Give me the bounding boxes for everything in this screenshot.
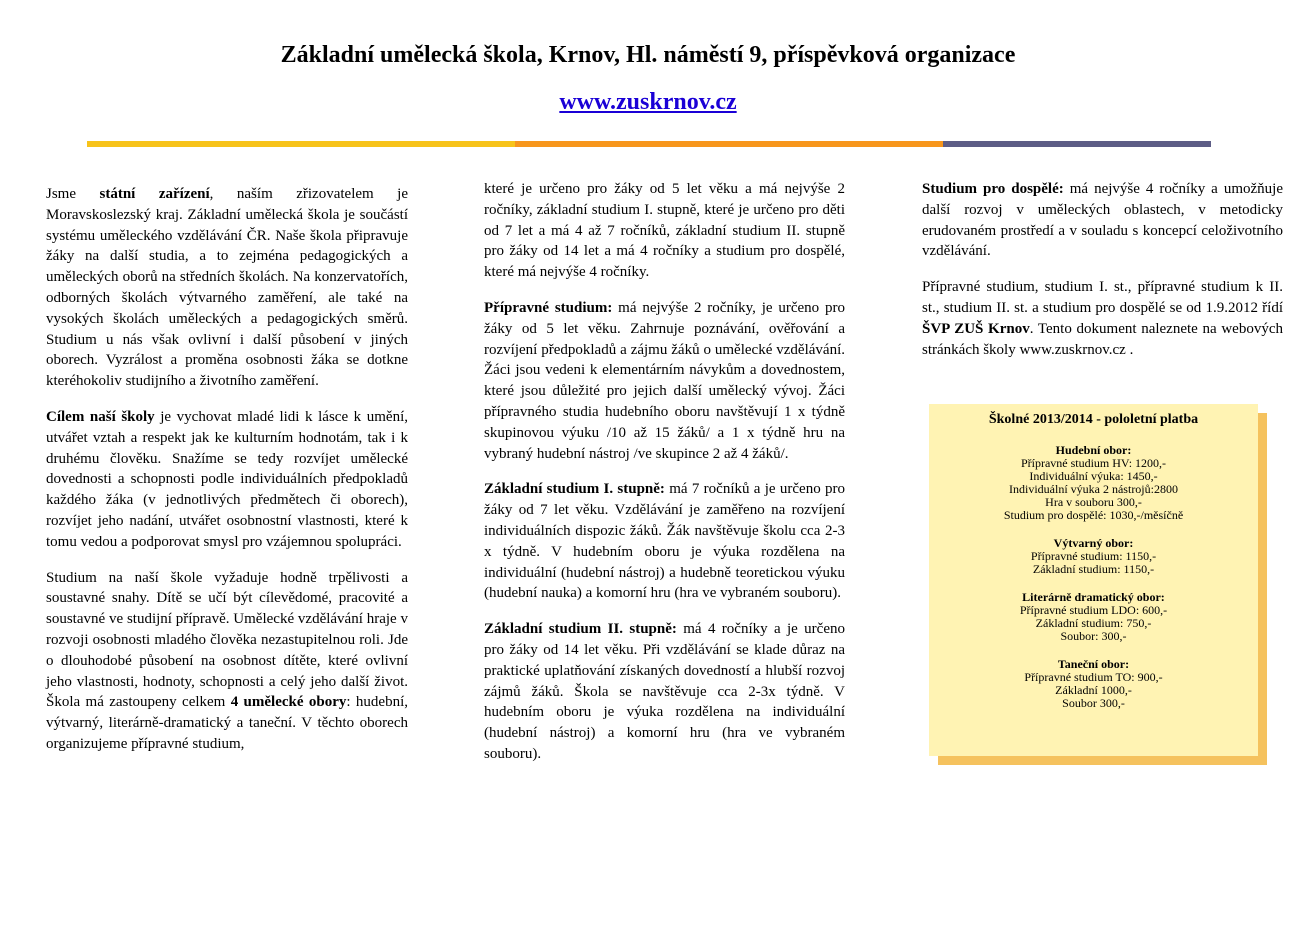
fee-section-title: Hudební obor: [1055,443,1132,457]
fee-section-dance [929,658,1258,710]
paragraph-about: Jsme státní zařízení, naším zřizovatelem je Moravskoslezský kraj. Základní umělecká škola je součástí systému uměleckého vzdělávání ČR. Naše škola připravuje žáky na další studia, a to zejména pedagogických a uměleckých oborů na středních školách. Na konzervatořích, odborných školách výtvarného zaměření, ale také na vysokých školách uměleckých a pedagogických směrů. Studium u nás však ovlivní i další působení v jiných oborech. Vyzrálost a proměna osobnosti žáka se dotkne kteréhokoliv studijního a životního zaměření. [46,186,409,390]
column-right [922,179,1283,375]
bold-goal: Cílem naší školy [46,408,155,425]
column-middle [484,179,845,780]
paragraph-study: Studium na naší škole vyžaduje hodně trpělivosti a soustavné snahy. Dítě se učí být cílevědomé, pracovité a soustavné ve studijní přípravě. Umělecké vzdělávání hraje v rozvoji osobnosti mladého člověka nezastupitelnou roli. Jde o dlouhodobé působení na osobnost dítěte, které ovlivní jeho vlastnosti, hodnoty, schopnosti a celý jeho další život. Škola má zastoupeny celkem 4 umělecké obory: hudební, výtvarný, literárně-dramatický a taneční. V těchto oborech organizujeme přípravné studium, [46,569,409,752]
bold-svp: ŠVP ZUŠ Krnov [922,320,1030,337]
fee-item: Přípravné studium LDO: 600,- [1019,603,1168,617]
heading-preparatory: Přípravné studium: [484,299,613,316]
paragraph-basic-1: Základní studium I. stupně: má 7 ročníků a je určeno pro žáky od 7 let věku. Vzdělávání je zaměřeno na rozvíjení individuálních dispozic žáků. Žák navštěvuje školu cca 2-3 x týdně. V hudebním oboru je výuka rozdělena na individuální (hudební nástroj) a hudebně teoretickou výuku (hudební nauka) a komorní hru (hra ve vybraném souboru). [484,481,845,602]
heading-adults: Studium pro dospělé: [922,181,1064,197]
fee-section-title: Taneční obor: [1057,657,1130,671]
page-title: Základní umělecká škola, Krnov, Hl. náměstí 9, příspěvková organizace [280,42,1016,68]
fee-item: Soubor 300,- [1062,696,1125,710]
fee-item: Studium pro dospělé: 1030,-/měsíčně [1003,508,1184,522]
fee-item: Soubor: 300,- [1060,629,1127,643]
fee-item: Základní 1000,- [1055,683,1132,697]
fee-item: Přípravné studium: 1150,- [1030,549,1157,563]
fee-section-title: Literárně dramatický obor: [1022,590,1165,604]
fee-section-title: Výtvarný obor: [1053,536,1134,550]
paragraph-preparatory: Přípravné studium: má nejvýše 2 ročníky, je určeno pro žáky od 5 let věku. Zahrnuje poznávání, ověřování a rozvíjení předpokladů a zájmu žáků o umělecké vzdělávání. Žáci jsou vedeni k elementárním návykům a dovednostem, které jsou důležité pro jejich další umělecký vývoj. Žáci přípravného studia hudebního oboru navštěvují 1 x týdně skupinovou výuku /10 až 15 žáků/ a 1 x týdně hru na vybraný hudební nástroj /ve skupince 2 až 4 žáků/. [484,299,845,462]
fee-section-music [929,444,1258,522]
heading-basic-1: Základní studium I. stupně: [484,481,665,498]
fee-section-art [929,537,1258,576]
column-left [46,184,408,770]
fee-item: Základní studium: 1150,- [1032,562,1155,576]
paragraph-basic-2: Základní studium II. stupně: má 4 ročníky a je určeno pro žáky od 14 let věku. Při vzdělávání se klade důraz na praktické uplatňování získaných dovedností a hlubší rozvoj zájmů žáků. Škola se navštěvuje cca 2-3x týdně. V hudebním oboru je výuka rozdělena na individuální (hudební nástroj) a komorní hru (hra ve vybraném souboru). [484,621,845,762]
fee-box [929,404,1258,756]
fee-item: Přípravné studium HV: 1200,- [1020,456,1167,470]
fee-item: Individuální výuka: 1450,- [1029,469,1158,483]
divider-orange [515,141,943,147]
fee-item: Hra v souboru 300,- [1045,495,1142,509]
website-url [0,89,1296,116]
fee-section-drama [929,591,1258,643]
paragraph-adults: Studium pro dospělé: má nejvýše 4 ročníky a umožňuje další rozvoj v uměleckých oblastech, v metodicky erudovaném prostředí a v souladu s koncepcí celoživotního vzdělávání. [922,181,1283,260]
fee-item: Individuální výuka 2 nástrojů:2800 [1009,482,1178,496]
paragraph-continuation: které je určeno pro žáky od 5 let věku a má nejvýše 2 ročníky, základní studium I. stupně, které je určeno pro děti od 7 let a má 4 až 7 ročníků, základní studium II. stupně pro žáky od 14 let a má 4 ročníky a studium pro dospělé, které má nejvýše 4 ročníky. [484,181,845,281]
website-link[interactable]: www.zuskrnov.cz [559,89,737,115]
fee-box-title: Školné 2013/2014 - pololetní platba [988,412,1199,427]
fee-item: Přípravné studium TO: 900,- [1024,670,1163,684]
bold-state-facility: státní zařízení [99,186,210,202]
bold-four-fields: 4 umělecké obory [230,694,347,711]
divider-yellow [87,141,515,147]
paragraph-svp: Přípravné studium, studium I. st., přípravné studium k II. st., studium II. st. a studium pro dospělé se od 1.9.2012 řídí ŠVP ZUŠ Krnov. Tento dokument naleznete na webových stránkách školy www.zuskrnov.cz . [922,279,1284,358]
heading-basic-2: Základní studium II. stupně: [484,621,677,638]
divider-slate [943,141,1211,147]
fee-item: Základní studium: 750,- [1035,616,1152,630]
paragraph-goal: Cílem naší školy je vychovat mladé lidi k lásce k umění, utvářet vztah a respekt jak ke kulturním hodnotám, tak i k druhému člověku. Snažíme se tedy rozvíjet umělecké dovednosti a schopnosti podle individuálních předpokladů každého žáka (v jednotlivých předmětech či oborech), rozvíjet jeho nadání, utvářet osobnostní vlastnosti, které k tomu vedou a podporovat smysl pro vzájemnou spolupráci. [46,408,409,550]
